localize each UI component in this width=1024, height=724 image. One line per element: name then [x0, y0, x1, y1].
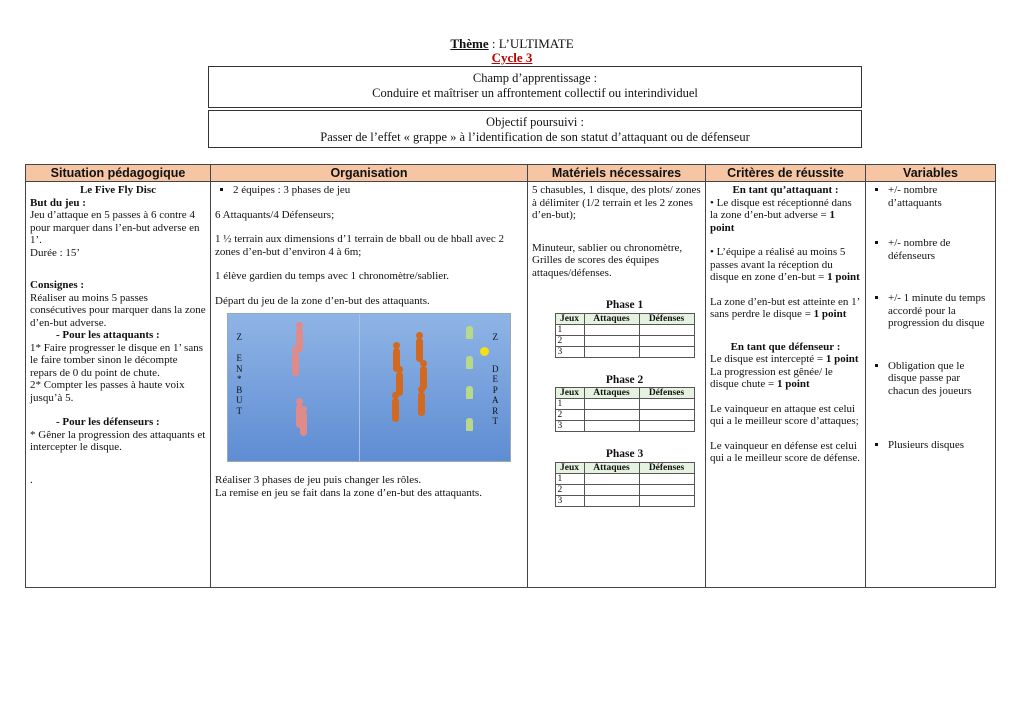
- score-cell[interactable]: [639, 473, 694, 484]
- winner-defense: Le vainqueur en défense est celui qui a le meilleur score de défense.: [710, 439, 860, 464]
- zone-letter: N: [236, 363, 243, 374]
- but-text: Jeu d’attaque en 5 passes à 6 contre 4 pour marquer dans l’en-but adverse en 1’.: [30, 209, 200, 246]
- game-number: 2: [555, 484, 584, 495]
- score-cell[interactable]: [639, 410, 694, 421]
- objectif-title: Objectif poursuivi :: [486, 115, 584, 129]
- score-table-header: Défenses: [639, 313, 694, 324]
- score-table-header: Défenses: [639, 388, 694, 399]
- phase-score-grid: [548, 374, 701, 433]
- criterion-points: 1 point: [825, 353, 859, 365]
- defender-player-icon: [300, 412, 307, 436]
- zone-letter: [492, 353, 499, 364]
- score-cell[interactable]: [639, 495, 694, 506]
- organisation-line: La remise en jeu se fait dans la zone d’en-but des attaquants.: [215, 486, 482, 499]
- field-midline: [359, 314, 360, 461]
- duree-text: Durée : 15’: [30, 246, 81, 259]
- table-row: [26, 182, 996, 588]
- score-cell[interactable]: [584, 421, 639, 432]
- zone-letter: D: [492, 363, 499, 374]
- organisation-line: Réaliser 3 phases de jeu puis changer les rôles.: [215, 474, 422, 486]
- game-number: 1: [555, 473, 584, 484]
- attaquants-label: - Pour les attaquants :: [56, 329, 160, 341]
- defenseurs-rule-1: * Gêner la progression des attaquants et intercepter le disque.: [30, 428, 206, 453]
- score-grids: [532, 299, 701, 507]
- en-but-zone-label: [236, 332, 243, 416]
- defenseurs-label: - Pour les défenseurs :: [56, 416, 160, 428]
- phase-title: Phase 1: [605, 299, 644, 311]
- attaquants-rule-1: 1* Faire progresser le disque en 1’ sans le faire tomber sinon le décompte repars de 0 du point de chute.: [30, 341, 203, 379]
- column-header-variables: Variables: [866, 165, 996, 182]
- score-cell[interactable]: [639, 324, 694, 335]
- materiels-line: Minuteur, sablier ou chronomètre, Grilles de scores des équipes attaques/défenses.: [532, 241, 683, 279]
- table-row: [555, 324, 694, 335]
- criterion-points: 1 point: [710, 209, 836, 234]
- score-cell[interactable]: [584, 399, 639, 410]
- zone-letter: T: [492, 416, 498, 426]
- game-number: 3: [555, 421, 584, 432]
- criterion-text: • Le disque est réceptionné dans la zone d’en-but adverse =: [710, 196, 852, 221]
- table-row: [555, 421, 694, 432]
- zone-letter: [236, 343, 243, 354]
- table-row: [555, 495, 694, 506]
- criterion-text: • L’équipe a réalisé au moins 5 passes avant la réception du disque en zone d’en-but =: [710, 246, 846, 283]
- table-row: [555, 346, 694, 357]
- disc-icon: [480, 347, 489, 356]
- document-title: [0, 37, 1024, 51]
- defenseur-criterion: [710, 353, 861, 366]
- column-header-criteres: Critères de réussite: [706, 165, 866, 182]
- organisation-bullet: ▪ 2 équipes : 3 phases de jeu: [233, 184, 523, 197]
- objectif-box: [208, 110, 862, 148]
- champ-text: Conduire et maîtriser un affrontement collectif ou interindividuel: [372, 86, 698, 100]
- variable-item: ▪ Obligation que le disque passe par chacun des joueurs: [888, 360, 991, 398]
- table-row: [555, 399, 694, 410]
- defenseur-criteria-title: En tant que défenseur :: [730, 340, 841, 353]
- zone-letter: Z: [236, 332, 242, 342]
- criterion-points: 1 point: [777, 378, 810, 390]
- table-row: [555, 484, 694, 495]
- field-diagram: [227, 313, 511, 462]
- zone-letter: E: [236, 353, 242, 363]
- situation-cell: [26, 182, 211, 588]
- score-cell[interactable]: [584, 473, 639, 484]
- situation-name: Le Five Fly Disc: [79, 184, 157, 196]
- score-table-header: Attaques: [584, 388, 639, 399]
- zone-letter: *: [237, 374, 242, 384]
- score-cell[interactable]: [639, 484, 694, 495]
- phase-title: Phase 3: [605, 448, 644, 460]
- score-table-header: Défenses: [639, 462, 694, 473]
- zone-letter: U: [236, 395, 243, 405]
- variable-item: ▪ Plusieurs disques: [888, 439, 991, 452]
- zone-letter: R: [492, 405, 499, 416]
- attaquant-criteria-title: En tant qu’attaquant :: [732, 184, 839, 196]
- score-cell[interactable]: [584, 410, 639, 421]
- criterion-text: La zone d’en-but est atteinte en 1’ sans perdre le disque =: [710, 295, 860, 320]
- column-header-situation: Situation pédagogique: [26, 165, 211, 182]
- attaquant-criterion: [710, 197, 861, 235]
- score-table-header: Attaques: [584, 313, 639, 324]
- variable-item: ▪ +/- 1 minute du temps accordé pour la progression du disque: [888, 292, 991, 330]
- champ-apprentissage-box: [208, 66, 862, 108]
- score-table: [555, 387, 695, 432]
- cone-icon: [466, 418, 473, 431]
- phase-score-grid: [548, 299, 701, 358]
- attacker-player-icon: [392, 398, 399, 422]
- organisation-line: Départ du jeu de la zone d’en-but des attaquants.: [215, 294, 430, 307]
- zone-letter: E: [492, 374, 498, 384]
- game-number: 1: [555, 399, 584, 410]
- score-cell[interactable]: [584, 324, 639, 335]
- criterion-text: La progression est gênée/ le disque chute =: [710, 365, 833, 390]
- theme-value: L’ULTIMATE: [498, 36, 574, 51]
- criterion-text: Le disque est intercepté =: [710, 353, 826, 365]
- organisation-line: 1 ½ terrain aux dimensions d’1 terrain de bball ou de hball avec 2 zones d’en-but d’environ 4 à 6m;: [215, 233, 504, 258]
- score-table: [555, 462, 695, 507]
- table-row: [555, 410, 694, 421]
- attaquant-criterion: [710, 296, 861, 321]
- column-header-materiels: Matériels nécessaires: [528, 165, 706, 182]
- cone-icon: [466, 386, 473, 399]
- zone-letter: P: [492, 384, 498, 395]
- criteres-cell: [706, 182, 866, 588]
- organisation-line: 6 Attaquants/4 Défenseurs;: [215, 208, 335, 221]
- score-table-header: Jeux: [555, 313, 584, 324]
- score-table-header: Jeux: [555, 388, 584, 399]
- organisation-cell: [211, 182, 528, 588]
- table-row: [555, 335, 694, 346]
- but-label: But du jeu :: [30, 196, 86, 209]
- zone-letter: [492, 343, 499, 354]
- attaquants-rule-2: 2* Compter les passes à haute voix jusqu’à 5.: [30, 379, 185, 404]
- score-cell[interactable]: [584, 335, 639, 346]
- variables-cell: [866, 182, 996, 588]
- score-table-header: Jeux: [555, 462, 584, 473]
- score-table-header: Attaques: [584, 462, 639, 473]
- variables-list: [870, 184, 991, 452]
- score-cell[interactable]: [584, 484, 639, 495]
- variable-item: ▪ +/- nombre d’attaquants: [888, 184, 991, 209]
- score-cell[interactable]: [584, 346, 639, 357]
- game-number: 2: [555, 335, 584, 346]
- game-number: 2: [555, 410, 584, 421]
- attacker-player-icon: [418, 392, 425, 416]
- phase-title: Phase 2: [605, 373, 644, 386]
- score-cell[interactable]: [639, 346, 694, 357]
- variable-item: ▪ +/- nombre de défenseurs: [888, 237, 991, 262]
- column-header-organisation: Organisation: [211, 165, 528, 182]
- defender-player-icon: [292, 352, 299, 376]
- materiels-line: 5 chasubles, 1 disque, des plots/ zones à délimiter (1/2 terrain et les 2 zones d’en-but);: [532, 184, 701, 221]
- game-number: 1: [555, 324, 584, 335]
- table-header-row: [26, 165, 996, 182]
- organisation-line: 1 élève gardien du temps avec 1 chronomètre/sablier.: [215, 270, 449, 282]
- theme-label: Thème: [450, 36, 489, 51]
- game-number: 3: [555, 495, 584, 506]
- materiels-cell: [528, 182, 706, 588]
- zone-letter: B: [236, 384, 243, 395]
- score-cell[interactable]: [639, 421, 694, 432]
- attacker-player-icon: [416, 338, 423, 362]
- score-cell[interactable]: [584, 495, 639, 506]
- objectif-text: Passer de l’effet « grappe » à l’identification de son statut d’attaquant ou de défenseur: [320, 130, 750, 144]
- score-cell[interactable]: [639, 335, 694, 346]
- criterion-points: 1 point: [813, 308, 847, 320]
- score-table: [555, 313, 695, 358]
- cycle-label: Cycle 3: [491, 50, 533, 65]
- depart-zone-label: [492, 332, 499, 427]
- zone-letter: Z: [492, 332, 498, 342]
- winner-attack: Le vainqueur en attaque est celui qui a le meilleur score d’attaques;: [710, 402, 859, 427]
- consignes-text: Réaliser au moins 5 passes consécutives pour marquer dans la zone d’en-but adverse.: [30, 291, 206, 329]
- theme-separator: :: [488, 36, 499, 51]
- consignes-label: Consignes :: [30, 279, 85, 291]
- phase-score-grid: [548, 448, 701, 507]
- zone-letter: A: [492, 395, 499, 405]
- end-dot: .: [30, 473, 33, 486]
- cone-icon: [466, 356, 473, 369]
- table-row: [555, 473, 694, 484]
- cone-icon: [466, 326, 473, 339]
- champ-title: Champ d’apprentissage :: [472, 71, 598, 85]
- zone-letter: T: [236, 405, 242, 416]
- defenseur-criterion: [710, 366, 861, 391]
- lesson-table: [25, 164, 996, 588]
- attaquant-criterion: [710, 246, 861, 284]
- game-number: 3: [555, 346, 584, 357]
- criterion-points: 1 point: [827, 271, 860, 283]
- score-cell[interactable]: [639, 399, 694, 410]
